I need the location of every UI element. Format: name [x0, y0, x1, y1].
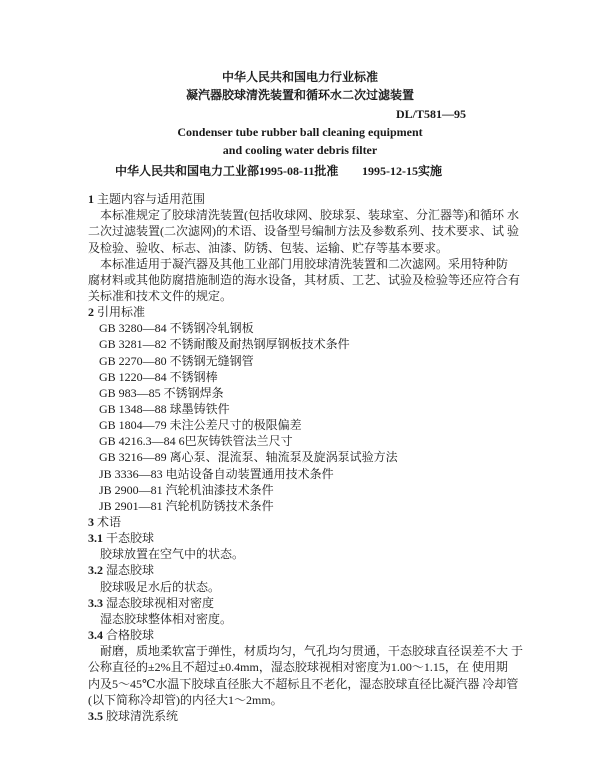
paragraph-line: 本标准适用于凝汽器及其他工业部门用胶球清洗装置和二次滤网。采用特种防 — [100, 256, 509, 271]
reference-item: GB 1804—79 未注公差尺寸的极限偏差 — [99, 418, 302, 433]
paragraph-line — [100, 208, 519, 223]
section-title: 主题内容与适用范围 — [97, 192, 206, 206]
subsection-title: 湿态胶球 — [106, 563, 155, 578]
paragraph-line — [88, 241, 448, 256]
reference-item: GB 3216—89 离心泵、混流泵、轴流泵及旋涡泵试验方法 — [99, 450, 398, 465]
reference-item: GB 3281—82 不锈耐酸及耐热钢厚钢板技术条件 — [99, 337, 350, 352]
reference-item — [99, 450, 398, 465]
definition-line — [100, 580, 220, 595]
subsection-number: 3.5 — [88, 708, 103, 723]
paragraph-line — [100, 257, 508, 272]
subsection-title: 胶球清洗系统 — [106, 708, 179, 723]
document-title-en-2: and cooling water debris filter — [222, 143, 378, 157]
approval-date: 中华人民共和国电力工业部1995-08-11批准 — [115, 164, 339, 178]
reference-item — [99, 418, 302, 433]
section-heading — [88, 515, 121, 530]
section-number: 3 — [88, 515, 94, 529]
reference-item — [99, 499, 274, 514]
subsection-heading — [88, 531, 154, 546]
definition-line: 耐磨，质地柔软富于弹性，材质均匀，气孔均匀贯通，干态胶球直径误差不大 于 — [100, 644, 524, 659]
reference-item — [99, 483, 274, 498]
document-title-cn: 凝汽器胶球清洗装置和循环水二次过滤装置 — [185, 88, 414, 102]
reference-item — [99, 386, 224, 401]
subsection-title: 湿态胶球视相对密度 — [106, 595, 215, 610]
paragraph-line: 二次过滤装置(二次滤网)的术语、设备型号编制方法及参数系列、技术要求、试 验 — [88, 224, 519, 239]
definition-line: 胶球放置在空气中的状态。 — [100, 547, 245, 562]
subsection-number: 3.3 — [88, 595, 103, 610]
reference-item — [99, 467, 334, 482]
subsection-number: 3.2 — [88, 563, 103, 578]
document-title-en-1: Condenser tube rubber ball cleaning equipment — [177, 125, 423, 139]
reference-item — [99, 321, 254, 336]
document-org: 中华人民共和国电力行业标准 — [221, 70, 378, 84]
section-title: 术语 — [97, 515, 122, 529]
definition-line: 胶球吸足水后的状态。 — [100, 579, 221, 594]
reference-item — [99, 402, 230, 417]
subsection-title: 合格胶球 — [106, 628, 155, 642]
definition-line — [100, 644, 523, 659]
section-title: 引用标准 — [97, 305, 146, 319]
definition-line — [88, 693, 283, 708]
section-heading — [88, 192, 205, 207]
reference-item: JB 2901—81 汽轮机防锈技术条件 — [99, 498, 274, 513]
definition-line: (以下简称冷却管)的内径大1～2mm。 — [88, 692, 283, 707]
subsection-heading — [88, 628, 154, 643]
standard-code: DL/T581—95 — [396, 107, 467, 121]
subsection-number: 3.4 — [88, 628, 103, 642]
paragraph-line — [88, 289, 232, 304]
section-number: 1 — [88, 192, 94, 206]
definition-line — [88, 660, 508, 675]
definition-line — [100, 547, 244, 562]
subsection-title: 干态胶球 — [106, 531, 155, 546]
section-heading — [88, 305, 145, 320]
paragraph-line: 本标准规定了胶球清洗装置(包括收球网、胶球泵、装球室、分汇器等)和循环 水 — [100, 208, 519, 223]
reference-item — [99, 337, 350, 352]
definition-line: 湿态胶球整体相对密度。 — [100, 611, 233, 626]
subsection-number: 3.1 — [88, 531, 103, 546]
reference-item: GB 1220—84 不锈钢棒 — [99, 369, 218, 384]
paragraph-line: 关标准和技术文件的规定。 — [88, 288, 233, 303]
definition-line: 公称直径的±2%且不超过±0.4mm，湿态胶球视相对密度为1.00～1.15，在 使用期 — [88, 660, 508, 675]
subsection-heading — [88, 596, 214, 611]
subsection-heading — [88, 563, 154, 578]
reference-item: JB 2900—81 汽轮机油漆技术条件 — [99, 482, 274, 497]
reference-item — [99, 370, 218, 385]
definition-line: 内及5～45℃水温下胶球直径胀大不超标且不老化，湿态胶球直径比凝汽器 冷却管 — [88, 676, 519, 691]
reference-item: GB 2270—80 不锈钢无缝钢管 — [99, 353, 254, 368]
effective-date: 1995-12-15实施 — [362, 164, 442, 178]
reference-item: JB 3336—83 电站设备自动装置通用技术条件 — [99, 466, 334, 481]
reference-item: GB 1348—88 球墨铸铁件 — [99, 401, 230, 416]
reference-item: GB 983—85 不锈钢焊条 — [99, 385, 224, 400]
reference-item: GB 4216.3—84 6巴灰铸铁管法兰尺寸 — [99, 434, 293, 449]
reference-item — [99, 354, 254, 369]
subsection-heading — [88, 709, 178, 724]
definition-line — [100, 612, 232, 627]
reference-item: GB 3280—84 不锈钢冷轧钢板 — [99, 321, 254, 336]
paragraph-line: 及检验、验收、标志、油漆、防锈、包装、运输、贮存等基本要求。 — [88, 240, 449, 255]
section-number: 2 — [88, 305, 94, 319]
reference-item — [99, 434, 293, 449]
paragraph-line — [88, 273, 520, 288]
paragraph-line: 腐材料或其他防腐措施制造的海水设备，其材质、工艺、试验及检验等还应符合有 — [88, 272, 521, 287]
paragraph-line — [88, 224, 519, 239]
definition-line — [88, 677, 518, 692]
